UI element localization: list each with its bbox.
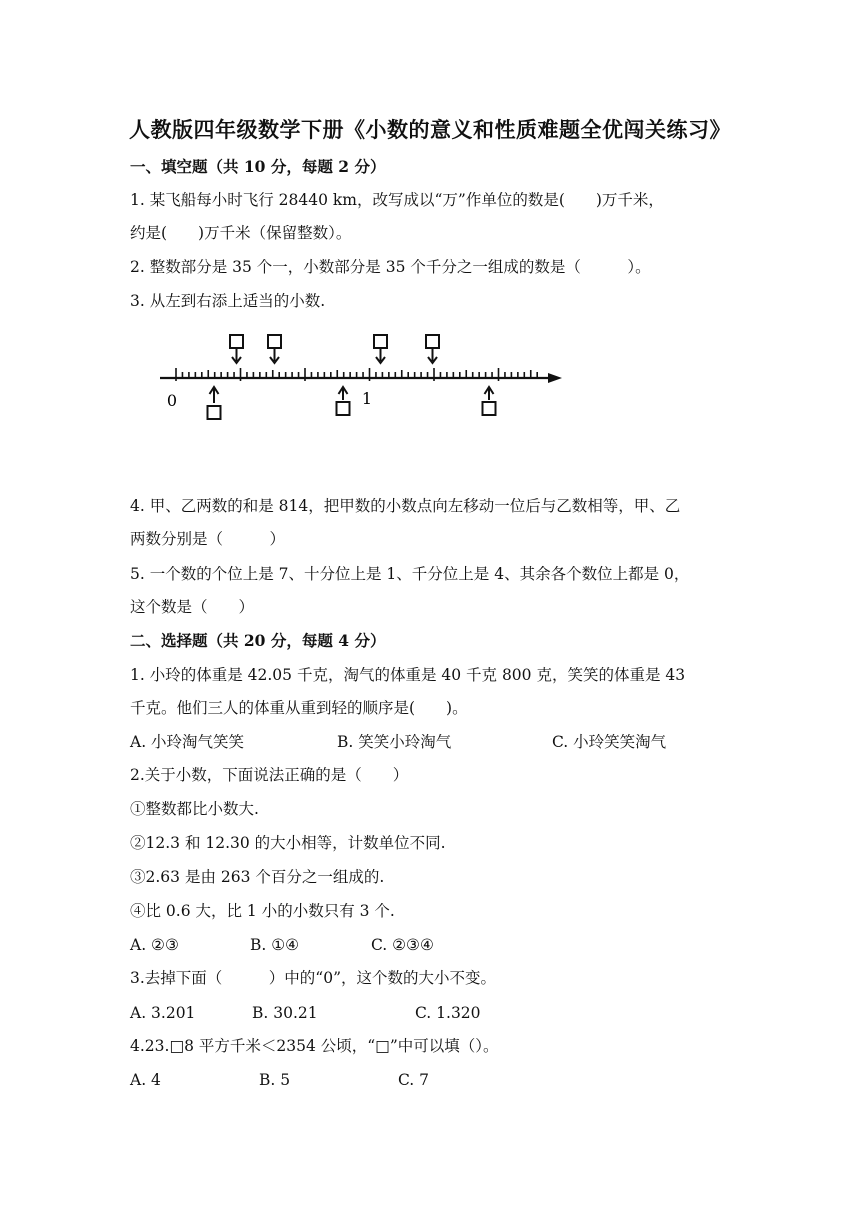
s2-q3-option-c: C. 1.320	[415, 1004, 481, 1022]
section2-heading: 二、选择题（共 20 分，每题 4 分）	[130, 631, 386, 650]
page-title: 人教版四年级数学下册《小数的意义和性质难题全优闯关练习》	[129, 117, 731, 142]
s2-q4-option-b: B. 5	[259, 1071, 291, 1089]
s2-q1-option-c: C. 小玲笑笑淘气	[552, 733, 667, 751]
s2-q3-option-a: A. 3.201	[130, 1004, 196, 1022]
s2-q2-statement-2: ②12.3 和 12.30 的大小相等，计数单位不同.	[130, 834, 446, 852]
s2-q2-option-c: C. ②③④	[371, 936, 434, 954]
s2-q3-option-b: B. 30.21	[252, 1004, 318, 1022]
label-zero: 0	[166, 391, 178, 410]
s1-q4-line2: 两数分别是（ ）	[130, 530, 286, 548]
s1-q1-line2: 约是( )万千米（保留整数）。	[130, 224, 352, 242]
s2-q3-stem: 3.去掉下面（ ）中的“0”，这个数的大小不变。	[130, 969, 496, 987]
number-line-svg	[150, 330, 570, 430]
answer-box-bottom-1	[208, 387, 221, 419]
s2-q1-line1: 1. 小玲的体重是 42.05 千克，淘气的体重是 40 千克 800 克，笑笑的体重是 43	[130, 666, 686, 684]
s2-q1-option-b: B. 笑笑小玲淘气	[337, 733, 452, 751]
answer-box-top-3	[374, 335, 387, 363]
s1-q4-line1: 4. 甲、乙两数的和是 814，把甲数的小数点向左移动一位后与乙数相等，甲、乙	[130, 497, 681, 515]
answer-box-top-1	[230, 335, 243, 363]
arrow-head-icon	[548, 373, 562, 383]
s2-q2-statement-3: ③2.63 是由 263 个百分之一组成的.	[130, 868, 385, 886]
s2-q2-option-a: A. ②③	[130, 936, 179, 954]
s2-q4-option-c: C. 7	[398, 1071, 430, 1089]
section1-heading: 一、填空题（共 10 分，每题 2 分）	[130, 157, 386, 176]
s2-q4-stem: 4.23.□8 平方千米＜2354 公顷，“□”中可以填（）。	[130, 1037, 499, 1055]
number-line-figure	[150, 330, 570, 430]
s2-q2-option-b: B. ①④	[250, 936, 300, 954]
s1-q3: 3. 从左到右添上适当的小数.	[130, 292, 326, 310]
label-one: 1	[361, 389, 373, 408]
s2-q1-line2: 千克。他们三人的体重从重到轻的顺序是( )。	[130, 699, 468, 717]
s2-q2-statement-4: ④比 0.6 大，比 1 小的小数只有 3 个.	[130, 902, 395, 920]
s1-q2: 2. 整数部分是 35 个一，小数部分是 35 个千分之一组成的数是（ ）。	[130, 258, 651, 276]
answer-box-top-4	[426, 335, 439, 363]
s2-q2-stem: 2.关于小数，下面说法正确的是（ ）	[130, 766, 409, 784]
s2-q2-statement-1: ①整数都比小数大.	[130, 800, 259, 818]
s2-q1-option-a: A. 小玲淘气笑笑	[130, 733, 245, 751]
s1-q5-line2: 这个数是（ ）	[130, 598, 255, 616]
answer-box-bottom-3	[483, 387, 496, 415]
answer-box-bottom-2	[337, 387, 350, 415]
answer-box-top-2	[268, 335, 281, 363]
s1-q5-line1: 5. 一个数的个位上是 7、十分位上是 1、千分位上是 4、其余各个数位上都是 0，	[130, 565, 690, 583]
s2-q4-option-a: A. 4	[130, 1071, 161, 1089]
s1-q1-line1: 1. 某飞船每小时飞行 28440 km，改写成以“万”作单位的数是( )万千米，	[130, 191, 664, 209]
